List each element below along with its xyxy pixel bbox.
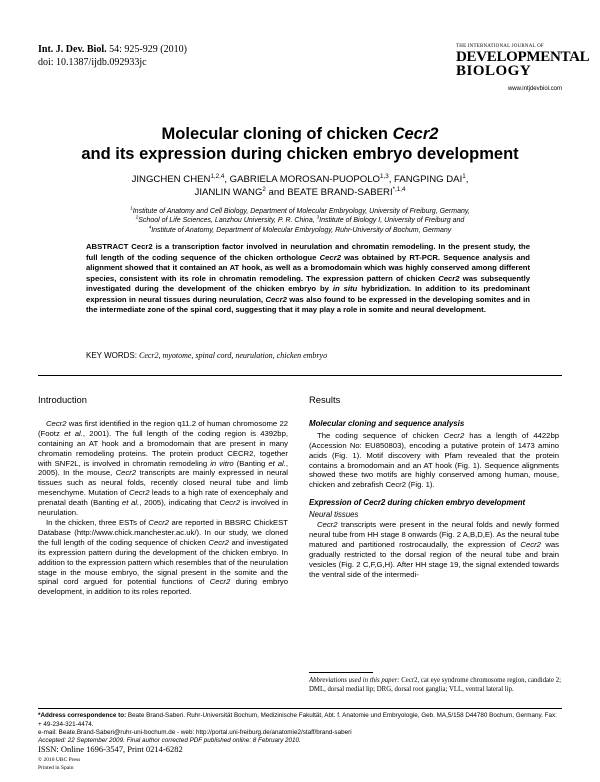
body-text: has a length of 4422bp (Accession No: EU850803), encoding a putative protein of 1473 amino acids (Fig. 1). Motif discovery with Pfam revealed that the protein contains a bromodomain and an AT hook (Fig. 1). Sequence alignments showed these two motifs are highly conserved among human, mouse, chicken and zebrafish Cecr2 (Fig. 1). bbox=[309, 430, 559, 490]
journal-abbrev: Int. J. Dev. Biol. bbox=[38, 44, 107, 55]
correspondence-label: *Address correspondence to: bbox=[38, 712, 127, 719]
body-text: during embryo development, in addition to its roles reported. bbox=[38, 577, 288, 597]
intro-paragraph-1 bbox=[38, 419, 288, 518]
results-heading: Results bbox=[309, 394, 341, 405]
gene-name: Cecr2 bbox=[209, 577, 231, 587]
abstract-text: was also found to be expressed in the developing somites and in the intermediate zone of the spinal cord, suggesting that it may play a role in somite and neural development. bbox=[86, 294, 530, 314]
author-5-sup: *,1,4 bbox=[392, 185, 406, 193]
results-subheading-3: Neural tissues bbox=[309, 510, 359, 520]
et-al: et al. bbox=[121, 498, 140, 508]
author-2: , GABRIELA MOROSAN-PUOPOLO bbox=[224, 174, 381, 185]
body-text: In the chicken, three ESTs of bbox=[46, 517, 149, 527]
author-1-sup: 1,2,4 bbox=[210, 172, 225, 180]
gene-name: Cecr2 bbox=[128, 488, 150, 498]
results-paragraph-1 bbox=[309, 431, 559, 490]
author-3-sup: 1 bbox=[462, 172, 466, 180]
affil-3: Institute of Biology I, University of Freiburg and bbox=[319, 217, 465, 225]
body-text: transcripts are mainly expressed in neural tissues such as neural folds, recently closed neural tube and limb mesenchyme. Mutation of bbox=[38, 468, 289, 498]
correspondence-address: Beate Brand-Saberi. Ruhr-Universität Bochum, Medizinische Fakultät, Abt. f. Anatomie und Embryologie, Geb. MA,5/158 D44780 Bochum, Germany. Fax: + 49-234-321-4474. bbox=[38, 712, 557, 728]
gene-name: Cecr2 bbox=[443, 430, 465, 440]
et-al: et al. bbox=[268, 458, 286, 468]
affiliations bbox=[40, 207, 560, 235]
title-gene: Cecr2 bbox=[392, 125, 439, 143]
body-text: , 2001). The full length of the coding region is 4392bp, containing an AT hook and a bromodomain that are present in many chromatin remodeling proteins. The protein product CECR2, together with SNF2L, is involved in chromatin remodeling bbox=[38, 428, 288, 468]
correspondence-contact[interactable]: e-mail: Beate.Brand-Saberi@ruhr-uni-bochum.de - web: http://portal.uni-freiburg.de/anatomie2/staff/brand-saberi bbox=[38, 729, 352, 737]
results-column bbox=[309, 395, 559, 580]
body-text: was first identified in the region q11.2 of human chromosome 22 (Footz bbox=[38, 418, 288, 438]
results-subheading-1: Molecular cloning and sequence analysis bbox=[309, 418, 465, 428]
abstract-text: was subsequently investigated during the development of the chicken embryo by bbox=[86, 273, 530, 293]
abstract-label: ABSTRACT bbox=[86, 242, 129, 251]
abstract-text: hybridization. In addition to its predominant expression in neural tissues during neurulation, bbox=[86, 284, 530, 304]
footnote-divider bbox=[309, 672, 373, 673]
body-text: The coding sequence of chicken bbox=[317, 430, 444, 440]
gene-name: Cecr2 bbox=[265, 294, 287, 304]
keywords-label: KEY WORDS: bbox=[86, 351, 137, 360]
abstract-text: Cecr2 is a transcription factor involved in neurulation and chromatin remodeling. In the present study, the full length of the coding sequence of the chicken orthologue bbox=[86, 242, 530, 262]
affil-1-sup: 1 bbox=[130, 205, 133, 211]
abbreviations-footnote bbox=[309, 677, 561, 695]
body-text: (Banting bbox=[233, 458, 269, 468]
keywords-text: Cecr2, myotome, spinal cord, neurulation, chicken embryo bbox=[138, 351, 328, 360]
affil-3-sup: 3 bbox=[316, 215, 320, 221]
in-situ-term: in situ bbox=[332, 284, 358, 293]
body-text: , 2005), indicating that bbox=[139, 498, 220, 508]
affil-4-sup: 4 bbox=[148, 224, 152, 230]
correspondence-divider bbox=[38, 708, 562, 709]
body-text: , 2005). In the mouse, bbox=[38, 458, 288, 478]
gene-name: Cecr2 bbox=[148, 517, 169, 527]
volume-pages: 54: 925-929 (2010) bbox=[109, 44, 187, 55]
author-4: JIANLIN WANG bbox=[194, 187, 263, 198]
gene-name: Cecr2 bbox=[208, 537, 229, 547]
logo-title-line2: BIOLOGY bbox=[456, 63, 532, 79]
author-4-sup: 2 bbox=[262, 185, 266, 193]
author-3: , FANGPING DAI bbox=[388, 174, 463, 185]
gene-name: Cecr2 bbox=[219, 498, 240, 508]
affil-1: Institute of Anatomy and Cell Biology, Department of Molecular Embryology, University of Freiburg, Germany, bbox=[132, 208, 470, 215]
intro-paragraph-2 bbox=[38, 518, 288, 597]
printed-in-line: Printed in Spain bbox=[38, 765, 74, 771]
et-al: et al. bbox=[64, 428, 83, 438]
publication-dates: Accepted: 22 September 2009. Final author corrected PDF published online: 8 February 2010. bbox=[38, 737, 301, 744]
journal-url[interactable]: www.intjdevbiol.com bbox=[507, 86, 562, 92]
results-subheading-2: Expression of Cecr2 during chicken embryo development bbox=[309, 498, 526, 508]
body-text: and investigated its expression pattern during the development of the chicken embryo. In addition to the expression pattern which resembles that of the neurulation stage in the mouse embryo, the signal present in the somite and the spinal cord argued for potential functions of bbox=[38, 537, 288, 587]
title-line2: and its expression during chicken embryo development bbox=[81, 145, 519, 163]
results-paragraph-2 bbox=[309, 520, 559, 579]
in-vitro-term: in vitro bbox=[210, 458, 234, 468]
body-text: are reported in BBSRC ChickEST Database (http://www.chick.manchester.ac.uk/). In our study, we cloned the full length of the coding sequence of chicken bbox=[38, 517, 288, 547]
gene-name: Cecr2 bbox=[115, 468, 137, 478]
gene-name: Cecr2 bbox=[520, 539, 541, 549]
doi-line: doi: 10.1387/ijdb.092933jc bbox=[38, 57, 147, 68]
affil-2-sup: 2 bbox=[135, 215, 139, 221]
issn-line: ISSN: Online 1696-3547, Print 0214-6282 bbox=[38, 744, 183, 754]
gene-name: Cecr2 bbox=[319, 252, 341, 262]
logo-title-line1: DEVELOPMENTAL bbox=[456, 49, 590, 65]
gene-name: Cecr2 bbox=[317, 520, 338, 530]
introduction-column bbox=[38, 395, 288, 597]
affil-2: School of Life Sciences, Lanzhou University, P. R. China, bbox=[138, 217, 317, 225]
introduction-heading: Introduction bbox=[38, 394, 87, 405]
affil-4: Institute of Anatomy, Department of Molecular Embryology, Ruhr-University of Bochum, Germany bbox=[151, 226, 452, 234]
body-text: is involved in neurulation. bbox=[38, 498, 289, 518]
body-text: was gradually restricted to the dorsal region of the neural tube and brain vesicles (Fig. 2 C,F,G,H). After HH stage 19, the signal extended towards the ventral side of the intermedi- bbox=[309, 539, 559, 579]
gene-name: Cecr2 bbox=[438, 273, 460, 283]
title-line1: Molecular cloning of chicken bbox=[161, 125, 393, 143]
paper-title bbox=[0, 124, 600, 164]
abbreviations-label: Abbreviations used in this paper: bbox=[309, 677, 400, 684]
abstract bbox=[86, 242, 530, 316]
author-list bbox=[60, 173, 540, 199]
author-1: JINGCHEN CHEN bbox=[131, 174, 211, 185]
correspondence-block bbox=[38, 712, 562, 738]
copyright-line: © 2010 UBC Press bbox=[38, 757, 81, 763]
body-text: leads to a high rate of exencephaly and prenatal death (Banting bbox=[38, 488, 289, 508]
body-text: transcripts were present in the neural folds and newly formed neural tube from HH stage 8 onwards (Fig. 2 A,B,D,E). As the neural tube matured and partitioned rostrocaudally, the expression of bbox=[309, 520, 559, 549]
abbreviations-text: Cecr2, cat eye syndrome chromosome region, candidate 2; DML, dorsal medial lip; DRG, dorsal root ganglia; VLL, ventral lateral lip. bbox=[309, 677, 561, 693]
author-2-sup: 1,3 bbox=[380, 172, 389, 180]
section-divider bbox=[38, 375, 562, 376]
abstract-text: was obtained by RT-PCR. Sequence analysis and alignment showed that it contained an AT hook, as well as a bromodomain which was highly conserved among different species, consistent with its role in chromatin remodeling. The expression pattern of chicken bbox=[86, 252, 531, 283]
gene-name: Cecr2 bbox=[46, 418, 67, 428]
author-3-tail: , bbox=[465, 174, 469, 185]
keywords bbox=[86, 351, 530, 360]
author-5: and BEATE BRAND-SABERI bbox=[265, 187, 393, 198]
logo-small-text: THE INTERNATIONAL JOURNAL OF bbox=[456, 44, 544, 49]
journal-citation bbox=[38, 44, 187, 55]
journal-logo bbox=[456, 44, 590, 86]
